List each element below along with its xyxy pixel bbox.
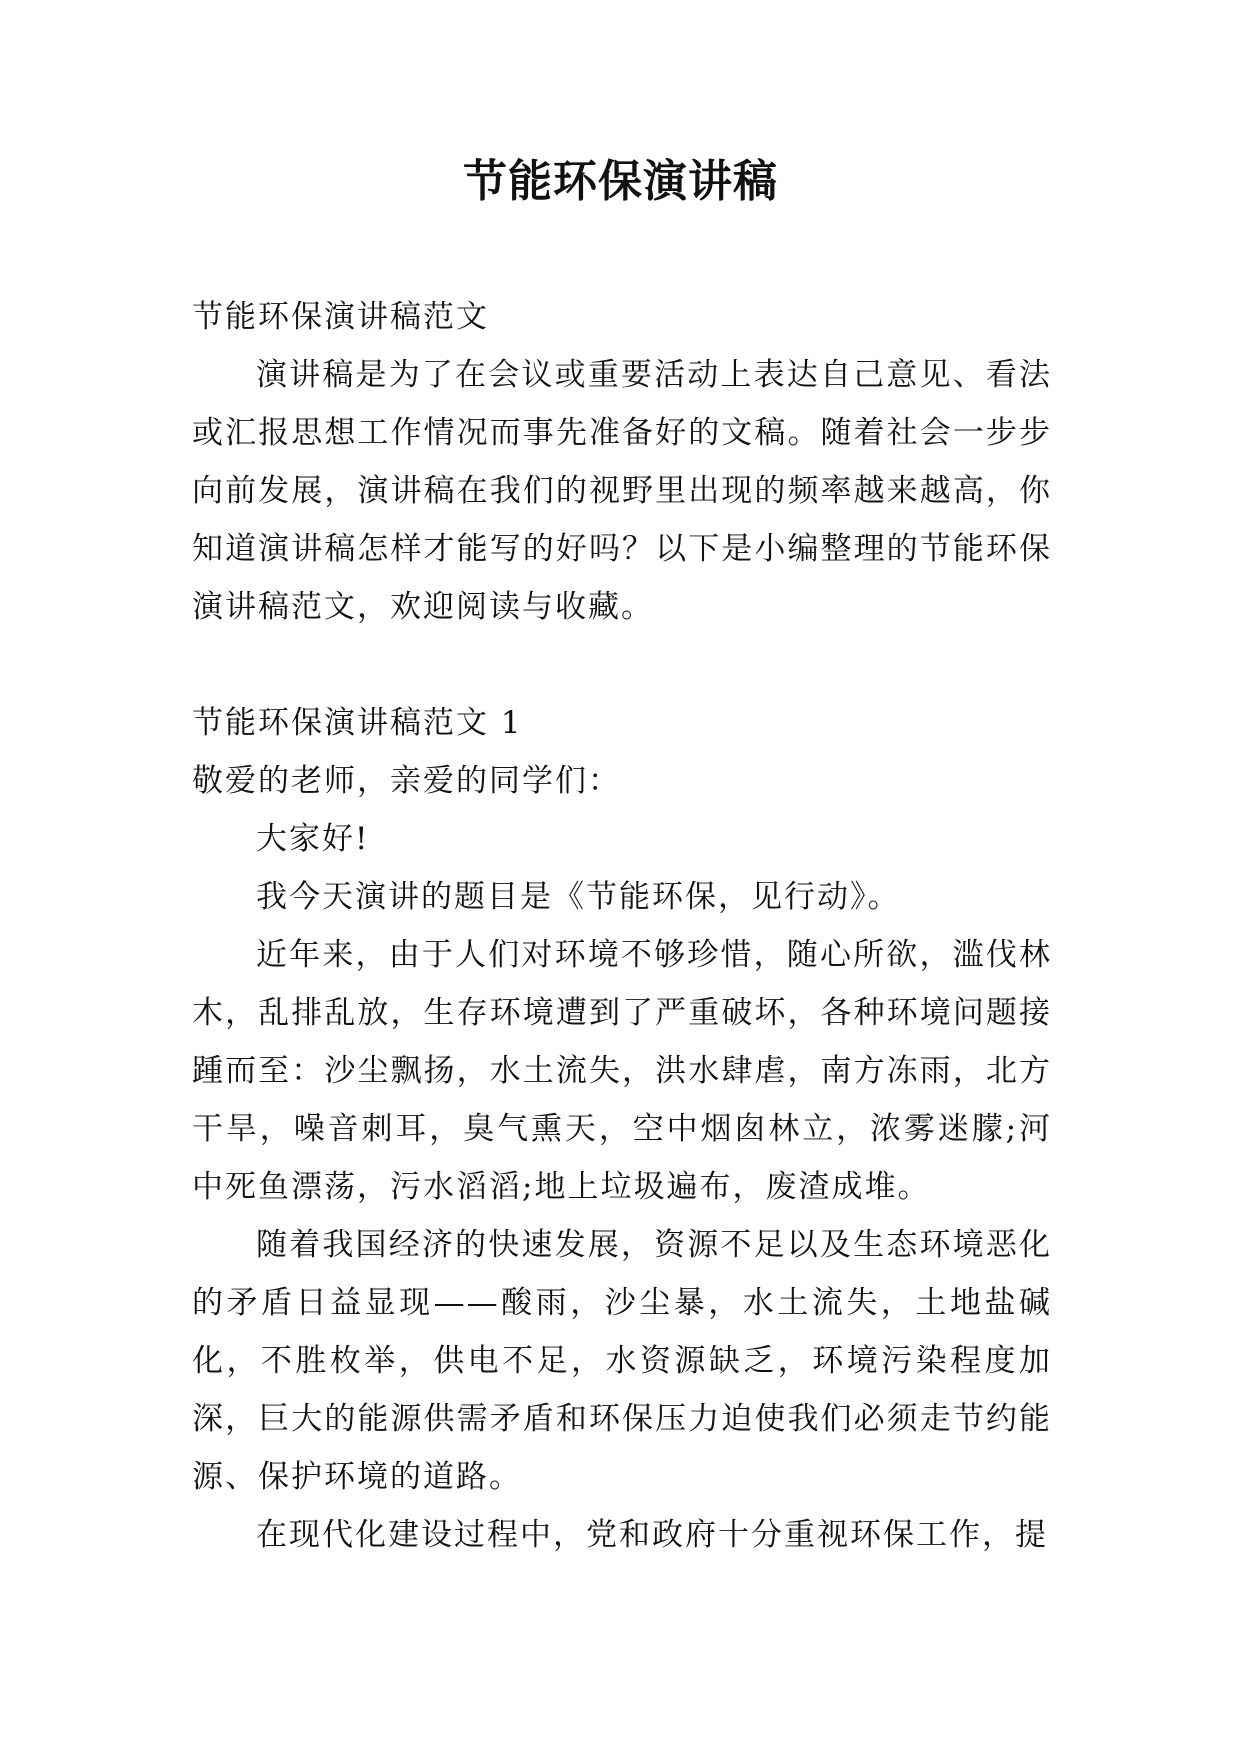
topic-line: 我今天演讲的题目是《节能环保，见行动》。 (256, 879, 901, 915)
document-subtitle: 节能环保演讲稿范文 (192, 299, 489, 335)
document-title: 节能环保演讲稿 (463, 156, 778, 207)
section-spacer (192, 636, 1052, 694)
body-paragraph: 随着我国经济的快速发展，资源不足以及生态环境恶化的矛盾日益显现——酸雨，沙尘暴，水土流失，土地盐碱化，不胜枚举，供电不足，水资源缺乏，环境污染程度加深，巨大的能源供需矛盾和环保压力迫使我们必须走节约能源、保护环境的道路。 (192, 1227, 1052, 1495)
section-heading: 节能环保演讲稿范文 1 (192, 705, 523, 741)
body-paragraph: 在现代化建设过程中，党和政府十分重视环保工作，提 (256, 1517, 1048, 1553)
greeting: 大家好! (256, 821, 370, 857)
body-paragraph: 近年来，由于人们对环境不够珍惜，随心所欲，滥伐林木，乱排乱放，生存环境遭到了严重破坏，各种环境问题接踵而至：沙尘飘扬，水土流失，洪水肆虐，南方冻雨，北方干旱，噪音刺耳，臭气熏天，空中烟囱林立，浓雾迷朦;河中死鱼漂荡，污水滔滔;地上垃圾遍布，废渣成堆。 (192, 937, 1052, 1205)
document-body (192, 288, 1052, 1564)
salutation: 敬爱的老师，亲爱的同学们： (192, 763, 621, 799)
intro-paragraph: 演讲稿是为了在会议或重要活动上表达自己意见、看法或汇报思想工作情况而事先准备好的文稿。随着社会一步步向前发展，演讲稿在我们的视野里出现的频率越来越高，你知道演讲稿怎样才能写的好吗？以下是小编整理的节能环保演讲稿范文，欢迎阅读与收藏。 (192, 357, 1052, 625)
